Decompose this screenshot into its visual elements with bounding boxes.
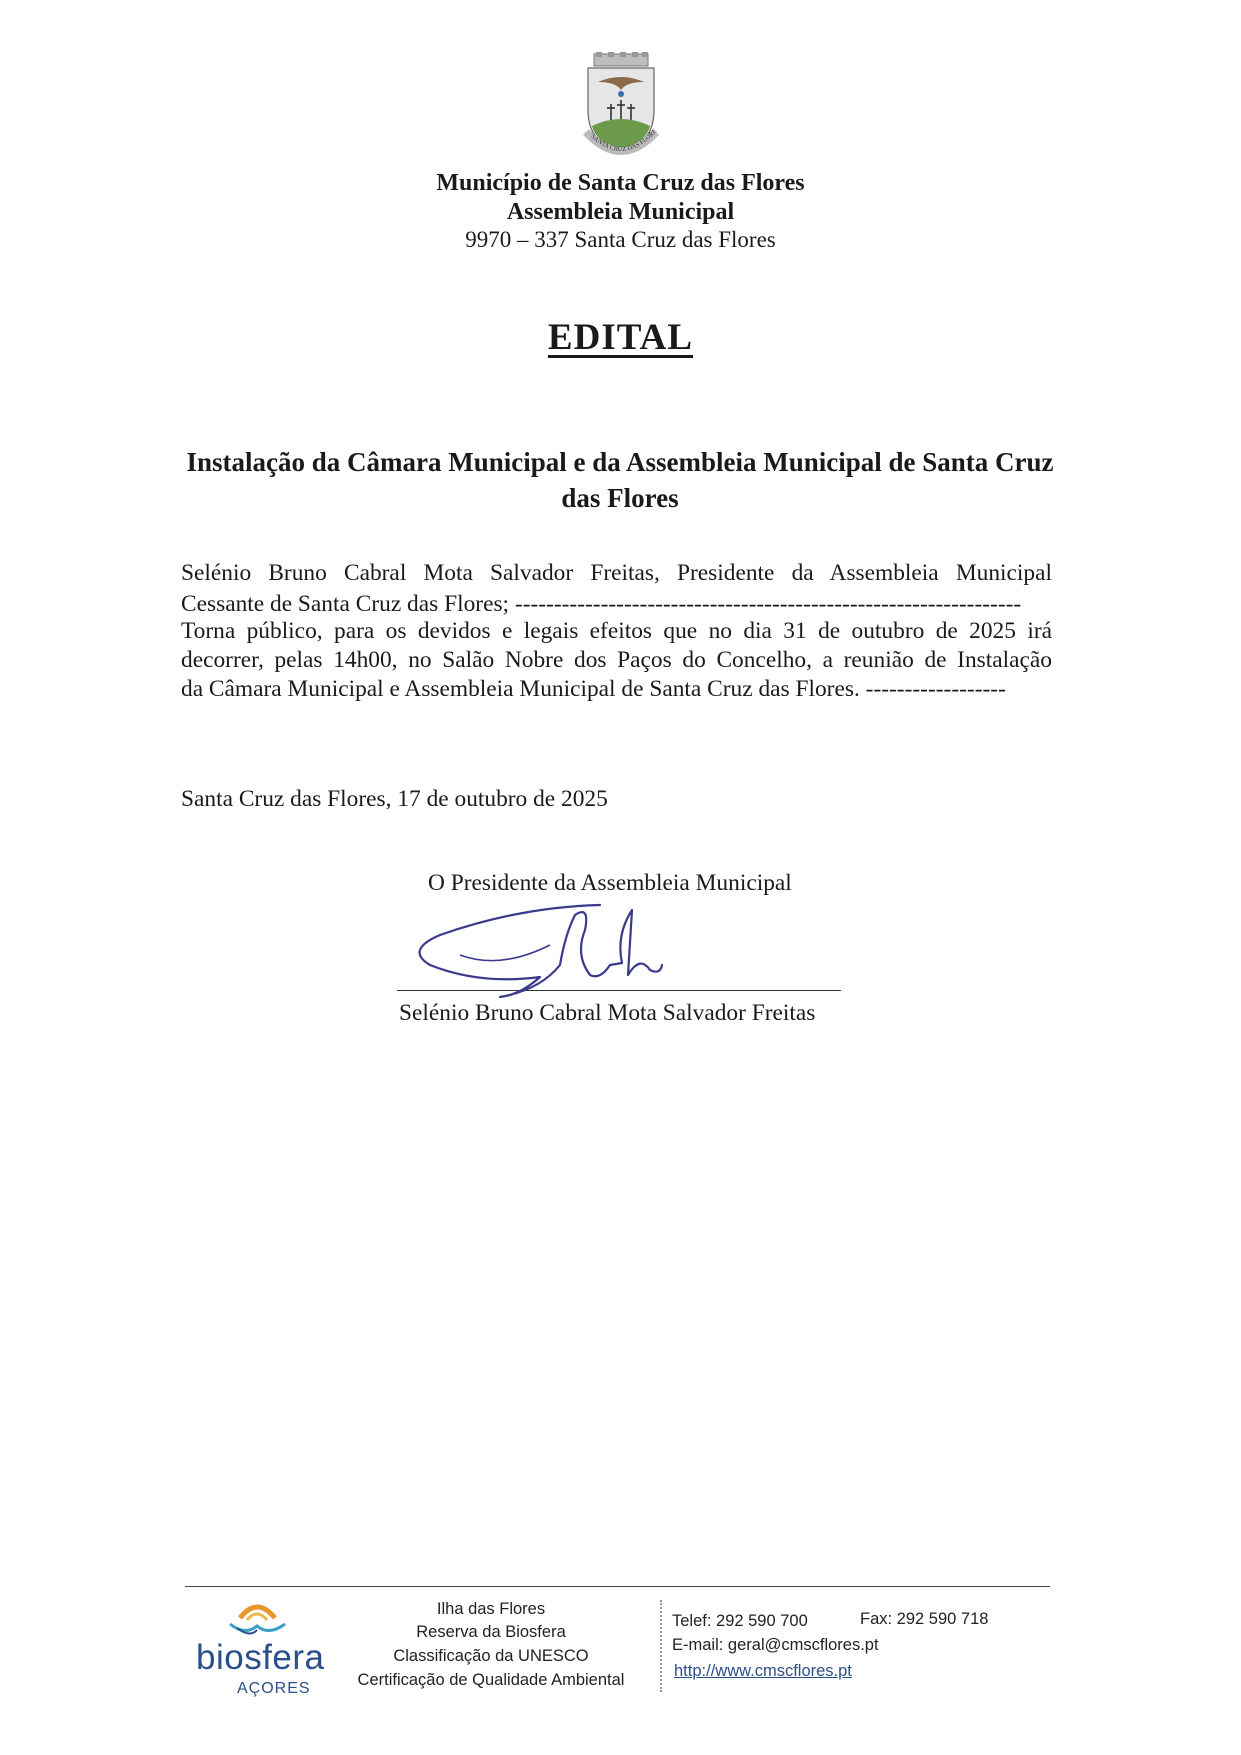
footer-reserve: Reserva da Biosfera (416, 1623, 566, 1641)
body-line-4: decorrer, pelas 14h00, no Salão Nobre dos Paços do Concelho, a reunião de Instalação (181, 647, 1052, 673)
document-subject: Instalação da Câmara Municipal e da Assembleia Municipal de Santa Cruz das Flores (186, 447, 1054, 513)
biosfera-subtitle: AÇORES (237, 1680, 311, 1697)
footer-phone: Telef: 292 590 700 (672, 1612, 808, 1630)
handwritten-signature (400, 885, 730, 1005)
footer-website-link[interactable]: http://www.cmscflores.pt (674, 1662, 852, 1680)
place-and-date: Santa Cruz das Flores, 17 de outubro de 2025 (181, 786, 608, 812)
biosfera-wordmark: biosfera (196, 1638, 325, 1677)
footer-fax: Fax: 292 590 718 (860, 1610, 989, 1628)
body-line-1: Selénio Bruno Cabral Mota Salvador Freitas, Presidente da Assembleia Municipal (181, 560, 1052, 586)
footer-certification: Certificação de Qualidade Ambiental (357, 1671, 625, 1689)
crest-scroll-text: SANTA CRUZ DAS FLORE (589, 127, 659, 154)
footer-email: E-mail: geral@cmscflores.pt (672, 1636, 879, 1654)
document-title: EDITAL (547, 317, 694, 358)
footer-divider (660, 1600, 662, 1692)
footer-island: Ilha das Flores (436, 1600, 546, 1618)
signatory-title: O Presidente da Assembleia Municipal (428, 870, 792, 896)
body-line-3: Torna público, para os devidos e legais efeitos que no dia 31 de outubro de 2025 irá (181, 618, 1052, 644)
body-line-5: da Câmara Municipal e Assembleia Municipal de Santa Cruz das Flores. ------------------ (181, 676, 1006, 702)
municipal-crest-logo (566, 52, 676, 164)
body-line-2: Cessante de Santa Cruz das Flores; ----------------------------------------------------------------- (181, 591, 1022, 617)
footer-unesco: Classificação da UNESCO (393, 1647, 589, 1665)
signatory-name: Selénio Bruno Cabral Mota Salvador Freitas (399, 1000, 816, 1026)
footer-rule (185, 1586, 1050, 1587)
address: 9970 – 337 Santa Cruz das Flores (465, 227, 776, 252)
municipality-name: Município de Santa Cruz das Flores (436, 170, 805, 196)
assembly-name: Assembleia Municipal (506, 199, 735, 225)
